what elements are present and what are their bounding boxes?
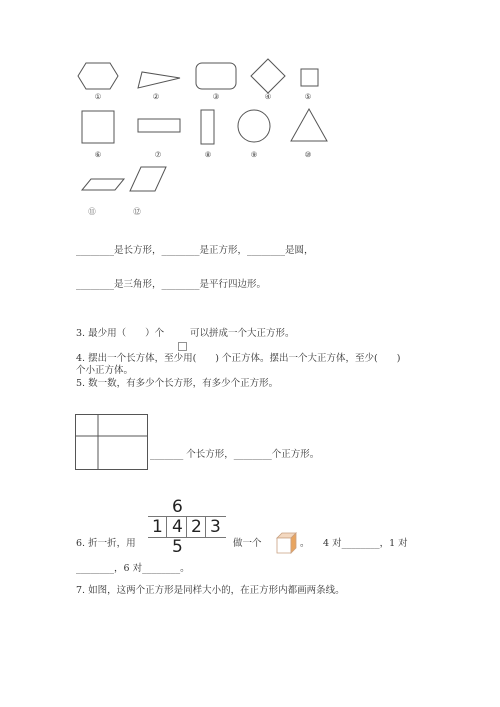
shape-caption-10: ⑩ bbox=[304, 150, 312, 159]
shape-caption-1: ① bbox=[94, 92, 102, 101]
shape-caption-11: ⑪ bbox=[88, 207, 96, 216]
q6-line2: ________，6 对________。 bbox=[76, 563, 190, 574]
cube-net bbox=[148, 516, 226, 538]
q5-title: 5. 数一数，有多少个长方形，有多少个正方形。 bbox=[76, 378, 279, 389]
triangle-shape bbox=[290, 108, 328, 142]
hexagon-shape bbox=[77, 62, 119, 90]
q6-pair1: 4 对________，1 对 bbox=[323, 538, 408, 549]
shape-caption-9: ⑨ bbox=[250, 150, 258, 159]
net-cell-2: 4 bbox=[172, 517, 183, 537]
circle-shape bbox=[237, 109, 271, 143]
q6-after-cube: 。 bbox=[300, 538, 310, 549]
square-shape bbox=[81, 110, 115, 144]
q6-prefix: 6. 折一折，用 bbox=[76, 538, 136, 549]
shape-caption-3: ③ bbox=[212, 92, 220, 101]
net-cell-1: 1 bbox=[152, 517, 163, 537]
shape-caption-4: ④ bbox=[264, 92, 272, 101]
q1-line1: ________是长方形，________是正方形，________是圆， bbox=[76, 245, 314, 256]
q1-line2: ________是三角形，________是平行四边形。 bbox=[76, 279, 267, 290]
shape-caption-12: ⑫ bbox=[133, 207, 141, 216]
q3-text-after: 可以拼成一个大正方形。 bbox=[190, 328, 295, 339]
shape-caption-2: ② bbox=[152, 92, 160, 101]
net-cell-3: 2 bbox=[191, 517, 202, 537]
tall-parallelogram-shape bbox=[129, 166, 167, 192]
q3-text-before: 3. 最少用（ ）个 bbox=[76, 328, 165, 339]
q5-answer: _______ 个长方形，________个正方形。 bbox=[150, 449, 320, 460]
tall-rect-shape bbox=[200, 109, 216, 145]
net-cell-4: 3 bbox=[210, 517, 221, 537]
cube-icon bbox=[276, 532, 298, 554]
net-bottom-number: 5 bbox=[172, 537, 183, 557]
shape-caption-6: ⑥ bbox=[94, 150, 102, 159]
net-top-number: 6 bbox=[172, 497, 183, 517]
q6-middle: 做一个 bbox=[233, 538, 262, 549]
wide-rect-shape bbox=[137, 118, 181, 134]
parallelogram-shape bbox=[81, 178, 125, 192]
q4-line1: 4. 摆出一个长方体，至少用( ) 个正方体。摆出一个大正方体，至少( ) bbox=[76, 353, 401, 364]
diamond-shape bbox=[250, 58, 286, 94]
shape-caption-8: ⑧ bbox=[204, 150, 212, 159]
shape-caption-7: ⑦ bbox=[154, 150, 162, 159]
q7-text: 7. 如图，这两个正方形是同样大小的，在正方形内都画两条线。 bbox=[76, 585, 345, 596]
small-square-icon bbox=[178, 342, 188, 352]
rectangle-count-figure bbox=[75, 414, 149, 472]
q4-line2: 个小正方体。 bbox=[76, 365, 134, 376]
small-square-shape bbox=[300, 68, 320, 88]
thin-triangle-shape bbox=[136, 66, 182, 90]
rounded-rect-shape bbox=[195, 62, 237, 90]
shape-caption-5: ⑤ bbox=[304, 92, 312, 101]
